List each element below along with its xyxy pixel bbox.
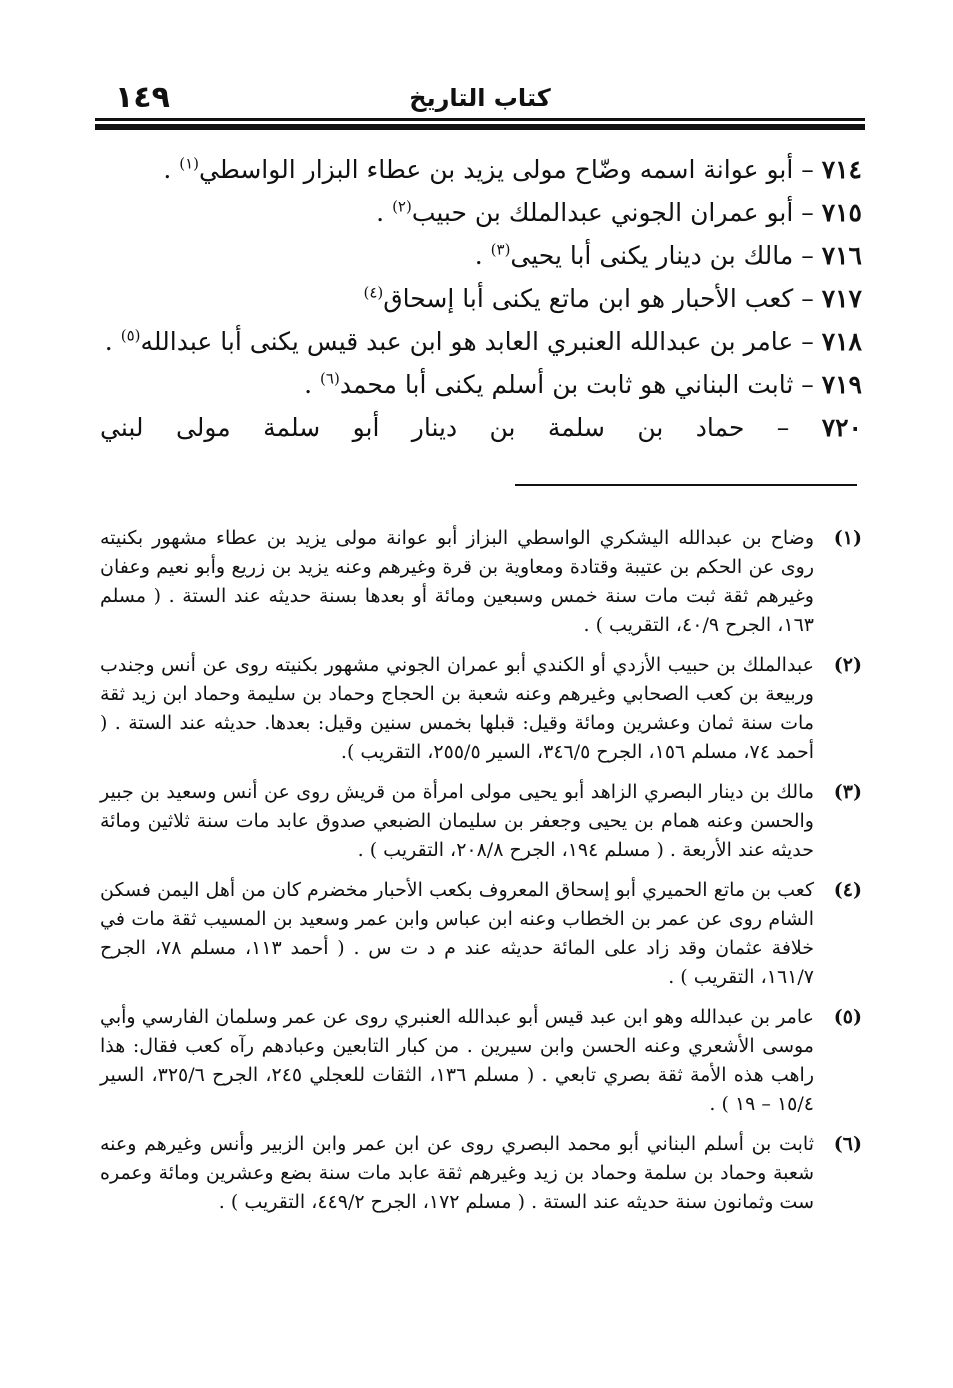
entry-number: ٧١٨ bbox=[821, 327, 862, 356]
footnote-marker: (٣) bbox=[833, 781, 862, 803]
footnote-text: كعب بن ماتع الحميري أبو إسحاق المعروف بكعب الأحبار مخضرم كان من أهل اليمن فسكن الشام روى عن عمر بن الخطاب وعنه ابن عباس وابن عمر وسعيد بن المسيب ثقة مات في خلافة عثمان وقد زاد على المائة حديثه عند م د ت س . ( أحمد ١١٣، مسلم ٧٨، الجرح ١٦١/٧، التقريب ) . bbox=[100, 879, 814, 988]
entry-tail: . bbox=[376, 198, 393, 227]
footnote bbox=[100, 1003, 862, 1119]
footnote-text: ثابت بن أسلم البناني أبو محمد البصري روى عن ابن عمر وابن الزبير وأنس وغيرهم وعنه شعبة وحماد بن سلمة وحماد بن زيد وغيرهم ثقة عابد مات سنة بضع وعشرين ومائة وعمره ست وثمانون سنة حديثه عند الستة . ( مسلم ١٧٢، الجرح ٤٤٩/٢، التقريب ) . bbox=[100, 1133, 814, 1213]
footnote bbox=[100, 1130, 862, 1217]
entry-text: – كعب الأحبار هو ابن ماتع يكنى أبا إسحاق bbox=[383, 284, 822, 313]
entry-text: – أبو عوانة اسمه وضّاح مولى يزيد بن عطاء البزار الواسطي bbox=[199, 155, 822, 184]
entry bbox=[100, 406, 862, 449]
entry-tail: . bbox=[163, 155, 180, 184]
footnote bbox=[100, 876, 862, 992]
footnote bbox=[100, 524, 862, 640]
page-number: ١٤٩ bbox=[115, 80, 170, 115]
footnote-ref: (٢) bbox=[392, 197, 412, 216]
header-rule-thick bbox=[95, 124, 865, 130]
book-title: كتاب التاريخ bbox=[409, 84, 551, 112]
entry bbox=[100, 320, 862, 363]
entry bbox=[100, 277, 862, 320]
footnote-ref: (٤) bbox=[363, 283, 384, 302]
header-rule-thin bbox=[95, 118, 865, 121]
footnote bbox=[100, 778, 862, 865]
footnote-text: عامر بن عبدالله وهو ابن عبد قيس أبو عبدالله العنبري روى عن عمر وسلمان الفارسي وأبي موسى الأشعري وعنه الحسن وابن سيرين . من كبار التابعين وعبادهم رآه كعب فقال: هذا راهب هذه الأمة ثقة بصري تابعي . ( مسلم ١٣٦، الثقات للعجلي ٢٤٥، الجرح ٣٢٥/٦، السير ١٥/٤ – ١٩ ) . bbox=[100, 1006, 815, 1115]
entry bbox=[100, 234, 862, 277]
entry bbox=[100, 148, 862, 191]
entry-text: – حماد بن سلمة بن دينار أبو سلمة مولى لبني bbox=[100, 413, 822, 442]
entry-text: – عامر بن عبدالله العنبري العابد هو ابن عبد قيس يكنى أبا عبدالله bbox=[140, 327, 822, 356]
footnote-marker: (٦) bbox=[833, 1133, 862, 1155]
entry-number: ٧١٦ bbox=[821, 241, 862, 270]
footnote-marker: (١) bbox=[833, 527, 862, 549]
footnote-ref: (٣) bbox=[490, 240, 511, 259]
entry-number: ٧١٧ bbox=[821, 284, 862, 313]
footnote-separator bbox=[515, 484, 857, 486]
entry-number: ٧١٥ bbox=[821, 198, 862, 227]
footnote-marker: (٥) bbox=[833, 1006, 862, 1028]
footnote-list bbox=[100, 524, 862, 1228]
footnote-text: مالك بن دينار البصري الزاهد أبو يحيى مولى امرأة من قريش روى عن أنس وسعيد بن جبير والحسن وعنه همام بن يحيى وجعفر بن سليمان الضبعي صدوق عابد مات سنة ثلاثين ومائة حديثه عند الأربعة . ( مسلم ١٩٤، الجرح ٢٠٨/٨، التقريب ) . bbox=[100, 781, 814, 861]
footnote-marker: (٢) bbox=[833, 654, 862, 676]
entry-number: ٧١٩ bbox=[821, 370, 862, 399]
entry-tail: . bbox=[104, 327, 121, 356]
footnote-text: وضاح بن عبدالله اليشكري الواسطي البزاز أبو عوانة مولى يزيد بن عطاء مشهور بكنيته روى عن الحكم بن عتيبة وقتادة ومعاوية بن قرة وغيرهم وعنه يزيد بن زريع وأبو نعيم وعفان وغيرهم ثقة ثبت مات سنة خمس وسبعين ومائة أو بعدها بسنة حديثه عند الستة . ( مسلم ١٦٣، الجرح ٤٠/٩، التقريب ) . bbox=[100, 527, 814, 636]
entry-tail: . bbox=[474, 241, 491, 270]
entry-list bbox=[100, 148, 862, 449]
footnote-ref: (٥) bbox=[120, 326, 141, 345]
entry-number: ٧٢٠ bbox=[821, 413, 862, 442]
footnote-ref: (٦) bbox=[320, 369, 340, 388]
entry bbox=[100, 363, 862, 406]
entry-text: – مالك بن دينار يكنى أبا يحيى bbox=[510, 241, 822, 270]
footnote-marker: (٤) bbox=[833, 879, 862, 901]
footnote-text: عبدالملك بن حبيب الأزدي أو الكندي أبو عمران الجوني مشهور بكنيته روى عن أنس وجندب وربيعة بن كعب الصحابي وغيرهم وعنه شعبة بن الحجاج وحماد بن سليمة وحماد ابن زيد ثقة مات سنة ثمان وعشرين ومائة وقيل: قبلها بخمس سنين وقيل: بعدها. حديثه عند الستة . ( أحمد ٧٤، مسلم ١٥٦، الجرح ٣٤٦/٥، السير ٢٥٥/٥، التقريب ). bbox=[100, 654, 814, 763]
footnote-ref: (١) bbox=[179, 154, 199, 173]
entry bbox=[100, 191, 862, 234]
entry-number: ٧١٤ bbox=[821, 155, 862, 184]
entry-text: – ثابت البناني هو ثابت بن أسلم يكنى أبا محمد bbox=[339, 370, 822, 399]
page-header bbox=[95, 78, 865, 118]
entry-text: – أبو عمران الجوني عبدالملك بن حبيب bbox=[411, 198, 822, 227]
footnote bbox=[100, 651, 862, 767]
entry-tail: . bbox=[304, 370, 321, 399]
